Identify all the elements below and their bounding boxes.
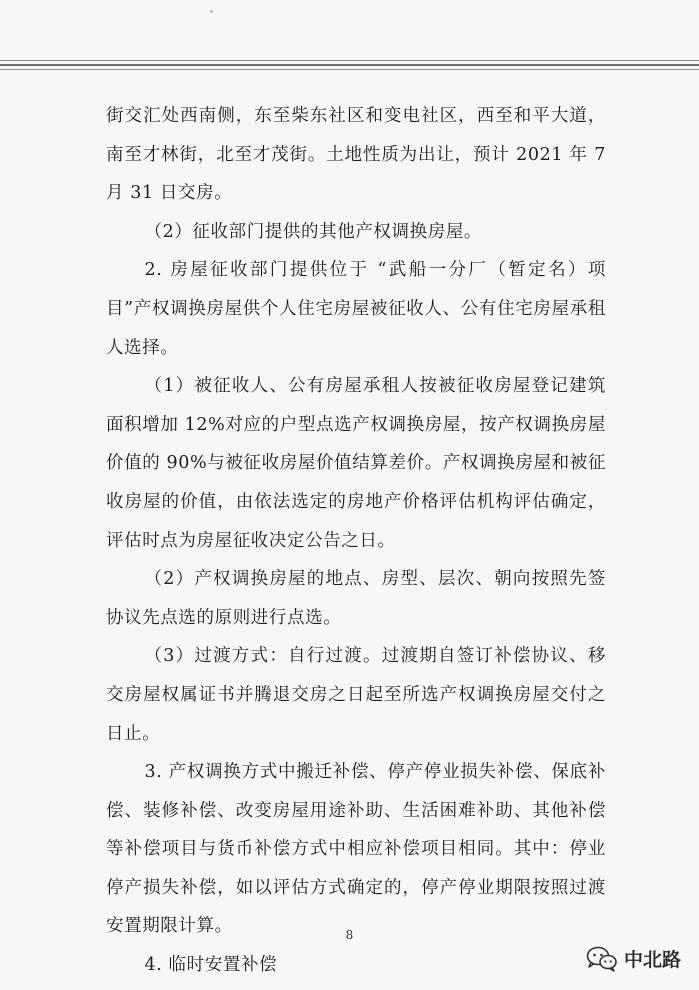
header-rules (0, 60, 699, 73)
header-rule (0, 60, 699, 61)
scan-speck (210, 10, 213, 13)
header-rule (0, 64, 699, 66)
paragraph: （2）产权调换房屋的地点、房型、层次、朝向按照先签协议先点选的原则进行点选。 (106, 569, 606, 628)
document-body (106, 97, 606, 985)
paragraph: 4. 临时安置补偿 (144, 955, 278, 976)
page-number: 8 (345, 928, 354, 942)
wechat-icon (586, 946, 618, 972)
watermark-text: 中北路 (623, 949, 681, 971)
paragraph: 2. 房屋征收部门提供位于 “武船一分厂（暂定名）项目”产权调换房屋供个人住宅房屋被征收人、公有住宅房屋承租人选择。 (106, 260, 606, 358)
header-rule (0, 69, 699, 70)
paragraph: （3）过渡方式：自行过渡。过渡期自签订补偿协议、移交房屋权属证书并腾退交房之日起至所选产权调换房屋交付之日止。 (106, 646, 606, 744)
paragraph: （1）被征收人、公有房屋承租人按被征收房屋登记建筑面积增加 12%对应的户型点选产权调换房屋，按产权调换房屋价值的 90%与被征收房屋价值结算差价。产权调换房屋和被征收房屋的价值，由依法选定的房地产价格评估机构评估确定，评估时点为房屋征收决定公告之日。 (106, 376, 606, 551)
paragraph-continuation: 街交汇处西南侧，东至柴东社区和变电社区，西至和平大道，南至才林街，北至才茂街。土地性质为出让，预计 2021 年 7 月 31 日交房。 (106, 106, 606, 204)
watermark (586, 945, 681, 972)
paragraph: 3. 产权调换方式中搬迁补偿、停产停业损失补偿、保底补偿、装修补偿、改变房屋用途补助、生活困难补助、其他补偿等补偿项目与货币补偿方式中相应补偿项目相同。其中：停业停产损失补偿，如以评估方式确定的，停产停业期限按照过渡安置期限计算。 (106, 762, 606, 937)
paragraph: （2）征收部门提供的其他产权调换房屋。 (144, 221, 483, 242)
